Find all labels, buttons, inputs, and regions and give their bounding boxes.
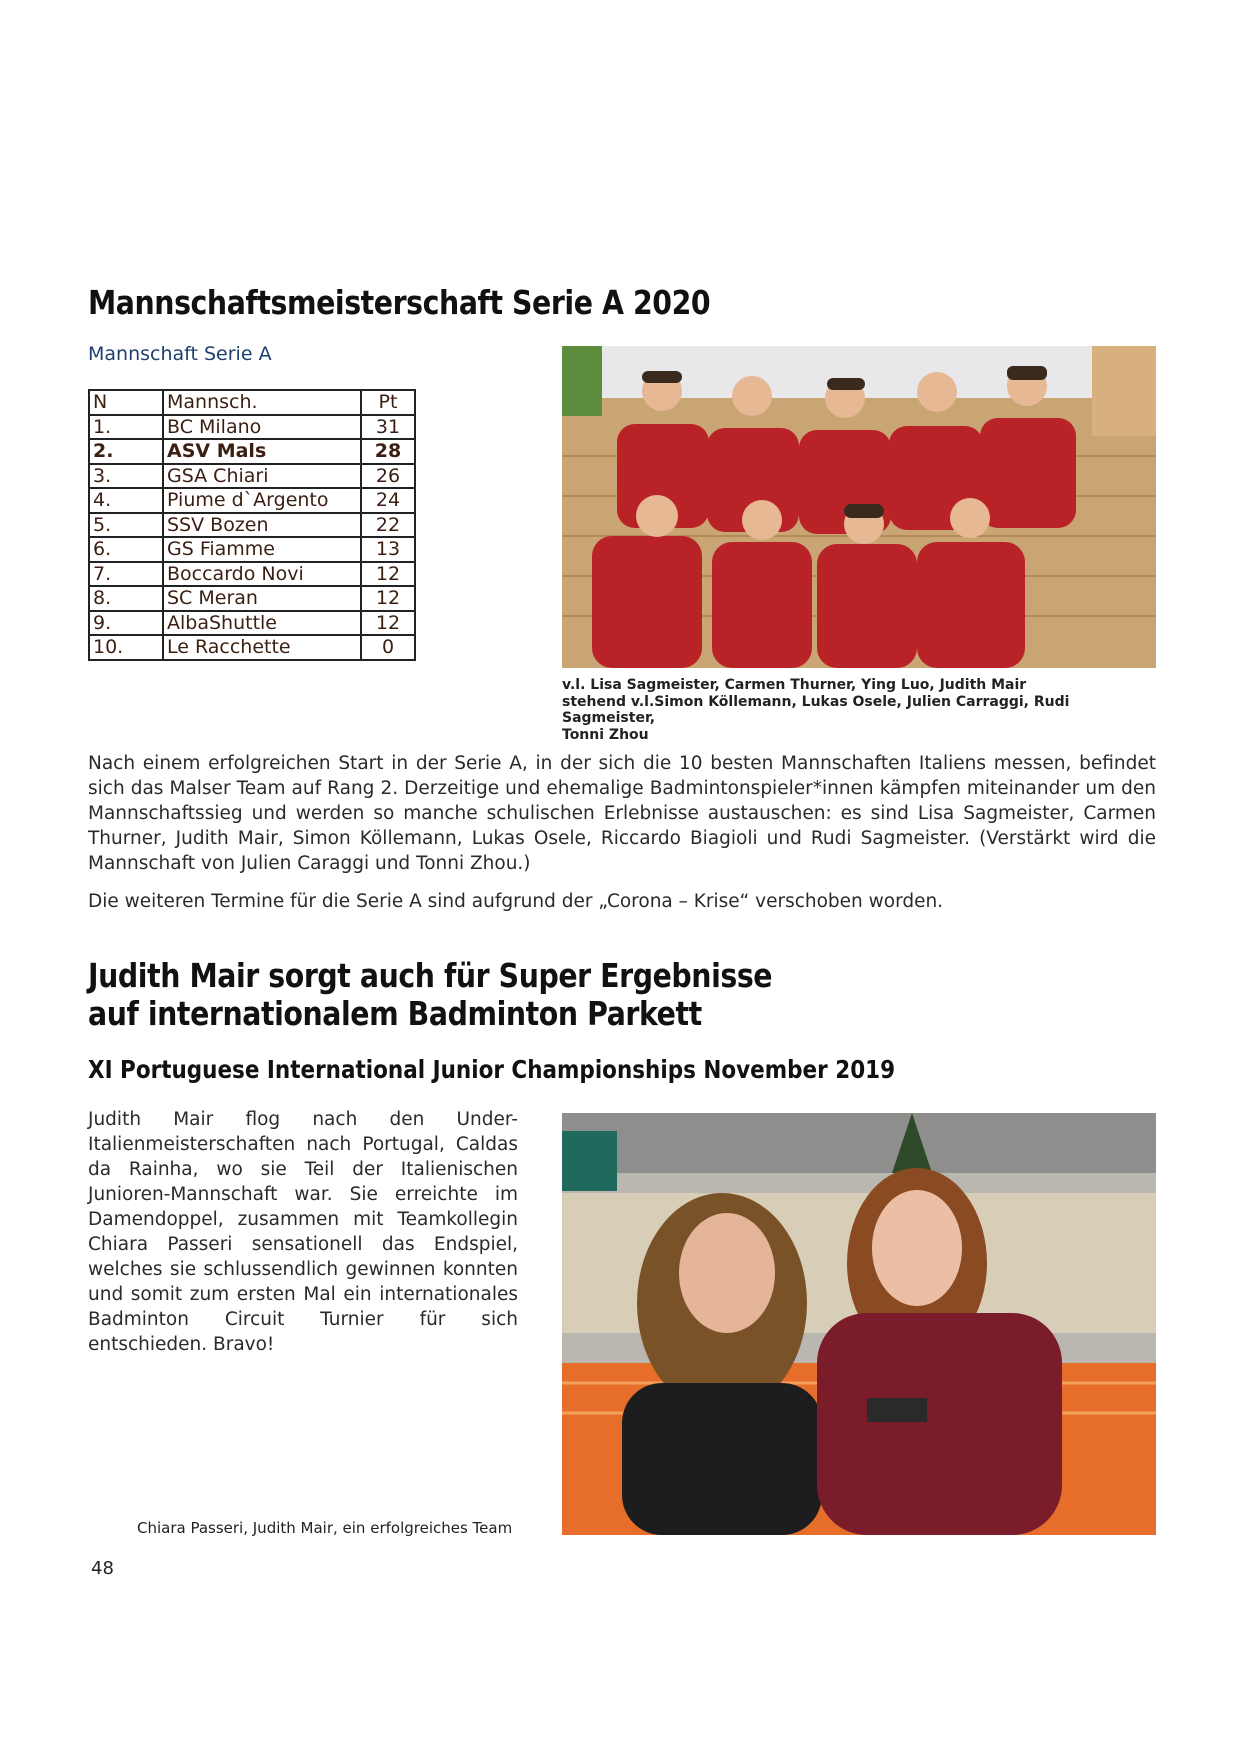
row-rank: 2. [89, 439, 163, 464]
row-points: 12 [361, 611, 415, 636]
row-rank: 1. [89, 415, 163, 440]
row-team: GS Fiamme [163, 537, 361, 562]
section2-subtitle: XI Portuguese International Junior Championships November 2019 [88, 1055, 896, 1084]
header-points: Pt [361, 390, 415, 415]
portugal-photo [562, 1113, 1156, 1535]
row-rank: 6. [89, 537, 163, 562]
table-row [89, 635, 415, 660]
row-rank: 10. [89, 635, 163, 660]
table-row [89, 439, 415, 464]
league-table-container [88, 389, 416, 661]
row-team: BC Milano [163, 415, 361, 440]
section1-title: Mannschaftsmeisterschaft Serie A 2020 [88, 283, 711, 322]
row-team: Piume d`Argento [163, 488, 361, 513]
row-points: 22 [361, 513, 415, 538]
page-number: 48 [91, 1558, 114, 1579]
header-team: Mannsch. [163, 390, 361, 415]
row-points: 28 [361, 439, 415, 464]
row-points: 12 [361, 562, 415, 587]
caption-line-1: v.l. Lisa Sagmeister, Carmen Thurner, Ying Luo, Judith Mair [562, 677, 1027, 693]
row-points: 0 [361, 635, 415, 660]
team-photo-caption [562, 677, 1162, 743]
row-points: 12 [361, 586, 415, 611]
section2-paragraph: Judith Mair flog nach den Under-Italienmeisterschaften nach Portugal, Caldas da Rainha, wo sie Teil der Italienischen Junioren-Mannschaft war. Sie erreichte im Damendoppel, zusammen mit Teamkollegin Chiara Passeri sensationell das Endspiel, welches sie schlussendlich gewinnen konnten und somit zum ersten Mal ein internationales Badminton Circuit Turnier für sich entschieden. Bravo! [88, 1109, 518, 1355]
team-photo-image [562, 346, 1156, 668]
team-photo [562, 346, 1156, 668]
table-row [89, 611, 415, 636]
row-team: Boccardo Novi [163, 562, 361, 587]
row-rank: 7. [89, 562, 163, 587]
table-row [89, 488, 415, 513]
row-team: AlbaShuttle [163, 611, 361, 636]
row-points: 13 [361, 537, 415, 562]
caption-line-2: stehend v.l.Simon Köllemann, Lukas Osele, Julien Carraggi, Rudi Sagmeister, [562, 693, 1070, 726]
header-n: N [89, 390, 163, 415]
section1-paragraph1: Nach einem erfolgreichen Start in der Serie A, in der sich die 10 besten Mannschaften Italiens messen, befindet sich das Malser Team auf Rang 2. Derzeitige und ehemalige Badmintonspieler*innen kämpfen miteinander um den Mannschaftssieg und werden so manche schulischen Erlebnisse austauschen: es sind Lisa Sagmeister, Carmen Thurner, Judith Mair, Simon Köllemann, Lukas Osele, Riccardo Biagioli und Rudi Sagmeister. (Verstärkt wird die Mannschaft von Julien Caraggi und Tonni Zhou.) [88, 753, 1156, 874]
section1-subtitle: Mannschaft Serie A [88, 343, 272, 365]
section2-title-line1: Judith Mair sorgt auch für Super Ergebnisse [88, 956, 773, 995]
row-team: SSV Bozen [163, 513, 361, 538]
caption-line-3: Tonni Zhou [562, 726, 649, 743]
row-rank: 4. [89, 488, 163, 513]
table-row [89, 415, 415, 440]
table-row [89, 537, 415, 562]
table-row [89, 586, 415, 611]
table-header-row [89, 390, 415, 415]
row-rank: 8. [89, 586, 163, 611]
portugal-photo-image [562, 1113, 1156, 1535]
section2-title-line2: auf internationalem Badminton Parkett [88, 994, 702, 1033]
row-team: Le Racchette [163, 635, 361, 660]
row-points: 24 [361, 488, 415, 513]
section2-title [88, 957, 772, 1033]
row-team: GSA Chiari [163, 464, 361, 489]
portugal-photo-caption: Chiara Passeri, Judith Mair, ein erfolgreiches Team [137, 1519, 513, 1537]
table-row [89, 513, 415, 538]
row-points: 31 [361, 415, 415, 440]
table-row [89, 464, 415, 489]
row-rank: 5. [89, 513, 163, 538]
row-rank: 9. [89, 611, 163, 636]
league-table [88, 389, 416, 661]
section1-paragraph2: Die weiteren Termine für die Serie A sind aufgrund der „Corona – Krise“ verschoben worden. [88, 891, 944, 912]
row-points: 26 [361, 464, 415, 489]
row-team: ASV Mals [163, 439, 361, 464]
row-rank: 3. [89, 464, 163, 489]
row-team: SC Meran [163, 586, 361, 611]
table-row [89, 562, 415, 587]
